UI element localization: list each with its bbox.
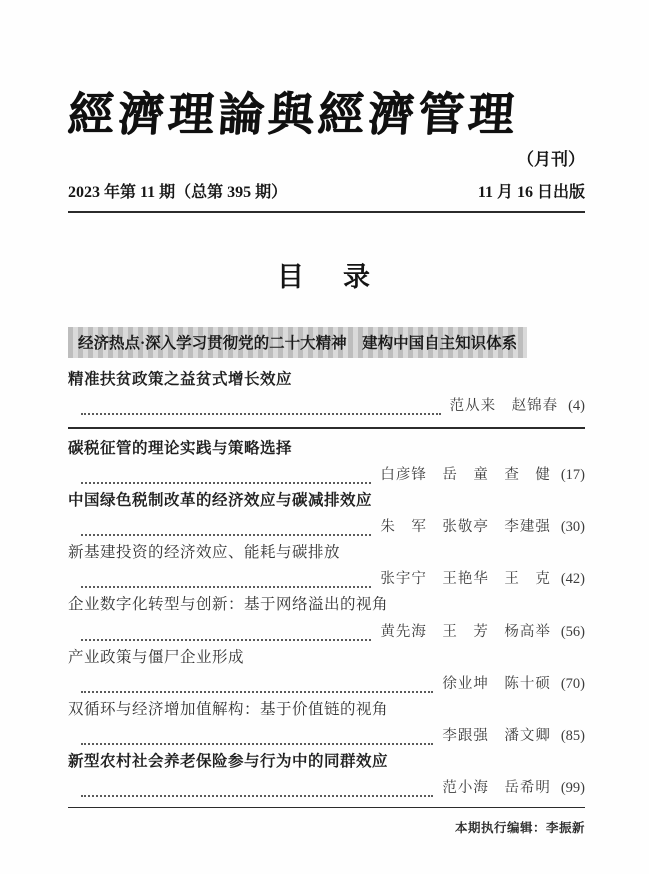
article-authors: 范小海 岳希明 xyxy=(442,780,551,797)
article-title: 双循环与经济增加值解构：基于价值链的视角 xyxy=(68,700,389,718)
special-column-banner: 经济热点·深入学习贯彻党的二十大精神 建构中国自主知识体系 xyxy=(68,327,527,358)
toc-entry xyxy=(68,648,585,693)
dot-leader xyxy=(81,679,433,692)
masthead xyxy=(68,88,585,213)
article-title: 新型农村社会养老保险参与行为中的同群效应 xyxy=(68,752,389,770)
dot-leader xyxy=(81,523,371,536)
toc-heading: 目 录 xyxy=(277,261,376,292)
article-page-number: (85) xyxy=(560,727,585,744)
article-page-number: (17) xyxy=(560,467,585,484)
article-page-number: (70) xyxy=(560,675,585,692)
article-authors: 白彦锋 岳 童 查 健 xyxy=(380,467,551,484)
article-page-number: (56) xyxy=(560,623,585,640)
article-authors: 徐业坤 陈十硕 xyxy=(442,675,551,692)
dot-leader xyxy=(81,575,371,588)
article-title: 新基建投资的经济效应、能耗与碳排放 xyxy=(68,544,341,562)
article-page-number: (4) xyxy=(568,398,585,415)
toc-entry xyxy=(68,752,585,797)
leader-row xyxy=(81,515,585,536)
article-authors: 张宇宁 王艳华 王 克 xyxy=(380,571,551,588)
dot-leader xyxy=(81,784,433,797)
article-authors: 李跟强 潘文卿 xyxy=(442,727,551,744)
leader-row xyxy=(81,394,585,415)
article-page-number: (42) xyxy=(560,571,585,588)
toc-entry xyxy=(68,700,585,745)
dot-leader xyxy=(81,732,433,745)
article-page-number: (99) xyxy=(560,780,585,797)
journal-title-calligraphy: 經濟理論與經濟管理 xyxy=(66,87,520,141)
dot-leader xyxy=(81,627,371,640)
article-title: 企业数字化转型与创新：基于网络溢出的视角 xyxy=(68,596,389,614)
toc-entry xyxy=(68,543,585,588)
executive-editor-note: 本期执行编辑：李振新 xyxy=(454,821,585,836)
featured-entry-section xyxy=(68,370,585,415)
leader-row xyxy=(81,620,585,641)
article-title: 精准扶贫政策之益贫式增长效应 xyxy=(68,370,293,388)
leader-row xyxy=(81,463,585,484)
toc-entries-section xyxy=(68,439,585,797)
leader-row xyxy=(81,776,585,797)
article-title: 碳税征管的理论实践与策略选择 xyxy=(68,440,293,458)
article-authors: 范从来 赵锦春 xyxy=(449,398,559,415)
section-divider xyxy=(68,427,585,429)
toc-entry xyxy=(68,439,585,484)
issue-number: 2023 年第 11 期（总第 395 期） xyxy=(68,183,288,201)
leader-row xyxy=(81,672,585,693)
toc-entry xyxy=(68,370,585,415)
masthead-divider xyxy=(68,211,585,213)
leader-row xyxy=(81,567,585,588)
article-title: 产业政策与僵尸企业形成 xyxy=(68,648,245,666)
toc-entry xyxy=(68,491,585,536)
toc-entry xyxy=(68,595,585,640)
article-authors: 黄先海 王 芳 杨高举 xyxy=(380,623,551,640)
article-page-number: (30) xyxy=(560,519,585,536)
leader-row xyxy=(81,724,585,745)
footer-divider xyxy=(68,807,585,808)
issue-info-row xyxy=(68,179,585,202)
publish-date: 11 月 16 日出版 xyxy=(477,183,585,201)
article-authors: 朱 军 张敬亭 李建强 xyxy=(380,519,551,536)
journal-frequency: （月刊） xyxy=(517,149,585,169)
dot-leader xyxy=(81,402,441,415)
dot-leader xyxy=(81,471,371,484)
article-title: 中国绿色税制改革的经济效应与碳减排效应 xyxy=(68,492,373,510)
